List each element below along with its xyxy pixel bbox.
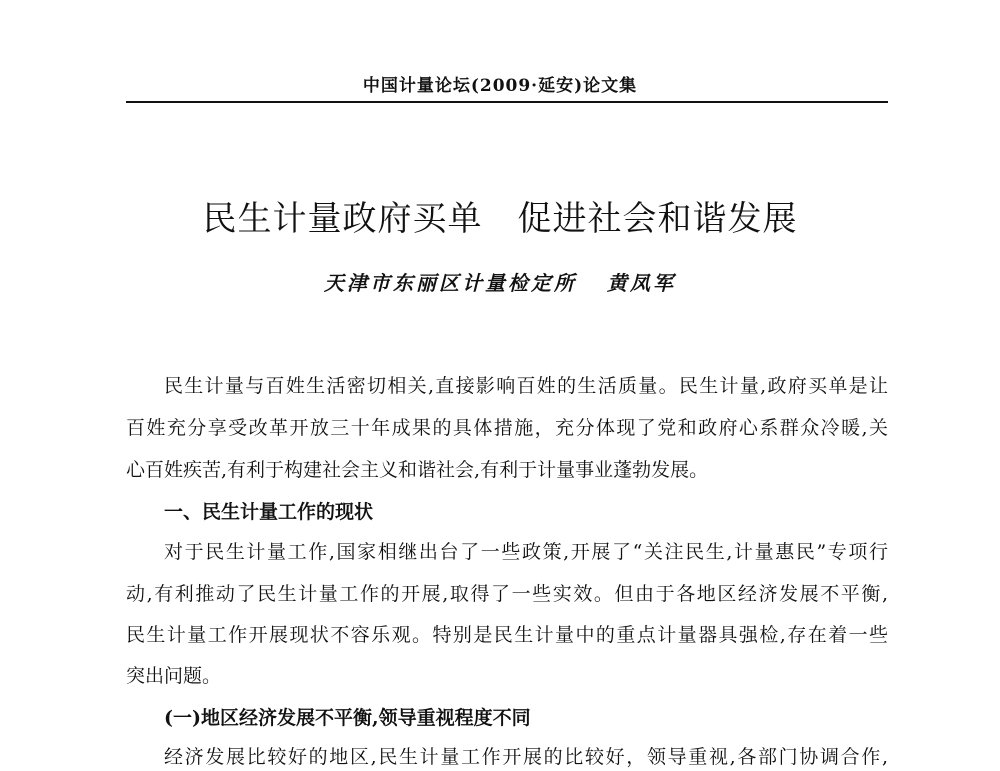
article-title: 民生计量政府买单 促进社会和谐发展 — [202, 199, 798, 239]
paragraph-line: 心百姓疾苦,有利于构建社会主义和谐社会,有利于计量事业蓬勃发展。 — [126, 459, 709, 481]
paragraph-line: 经济发展比较好的地区,民生计量工作开展的比较好，领导重视,各部门协调合作, — [164, 746, 888, 768]
running-header: 中国计量论坛(2009·延安)论文集 — [362, 76, 638, 96]
paragraph-line: 民生计量工作开展现状不容乐观。特别是民生计量中的重点计量器具强检,存在着一些 — [126, 624, 888, 646]
paragraph-line: 对于民生计量工作,国家相继出台了一些政策,开展了“关注民生,计量惠民”专项行 — [164, 541, 888, 563]
section-heading: 一、民生计量工作的现状 — [164, 501, 374, 523]
paragraph-line: 民生计量与百姓生活密切相关,直接影响百姓的生活质量。民生计量,政府买单是让 — [164, 375, 888, 397]
paragraph-line: 百姓充分享受改革开放三十年成果的具体措施，充分体现了党和政府心系群众冷暖,关 — [126, 417, 888, 439]
author-name: 黄凤军 — [607, 271, 676, 295]
affiliation: 天津市东丽区计量检定所 — [324, 271, 577, 295]
byline — [0, 268, 1000, 298]
paragraph-line: 动,有利推动了民生计量工作的开展,取得了一些实效。但由于各地区经济发展不平衡, — [126, 583, 888, 605]
paragraph-line: 突出问题。 — [126, 665, 222, 687]
subsection-heading: (一)地区经济发展不平衡,领导重视程度不同 — [164, 707, 531, 729]
header-rule — [126, 101, 888, 103]
